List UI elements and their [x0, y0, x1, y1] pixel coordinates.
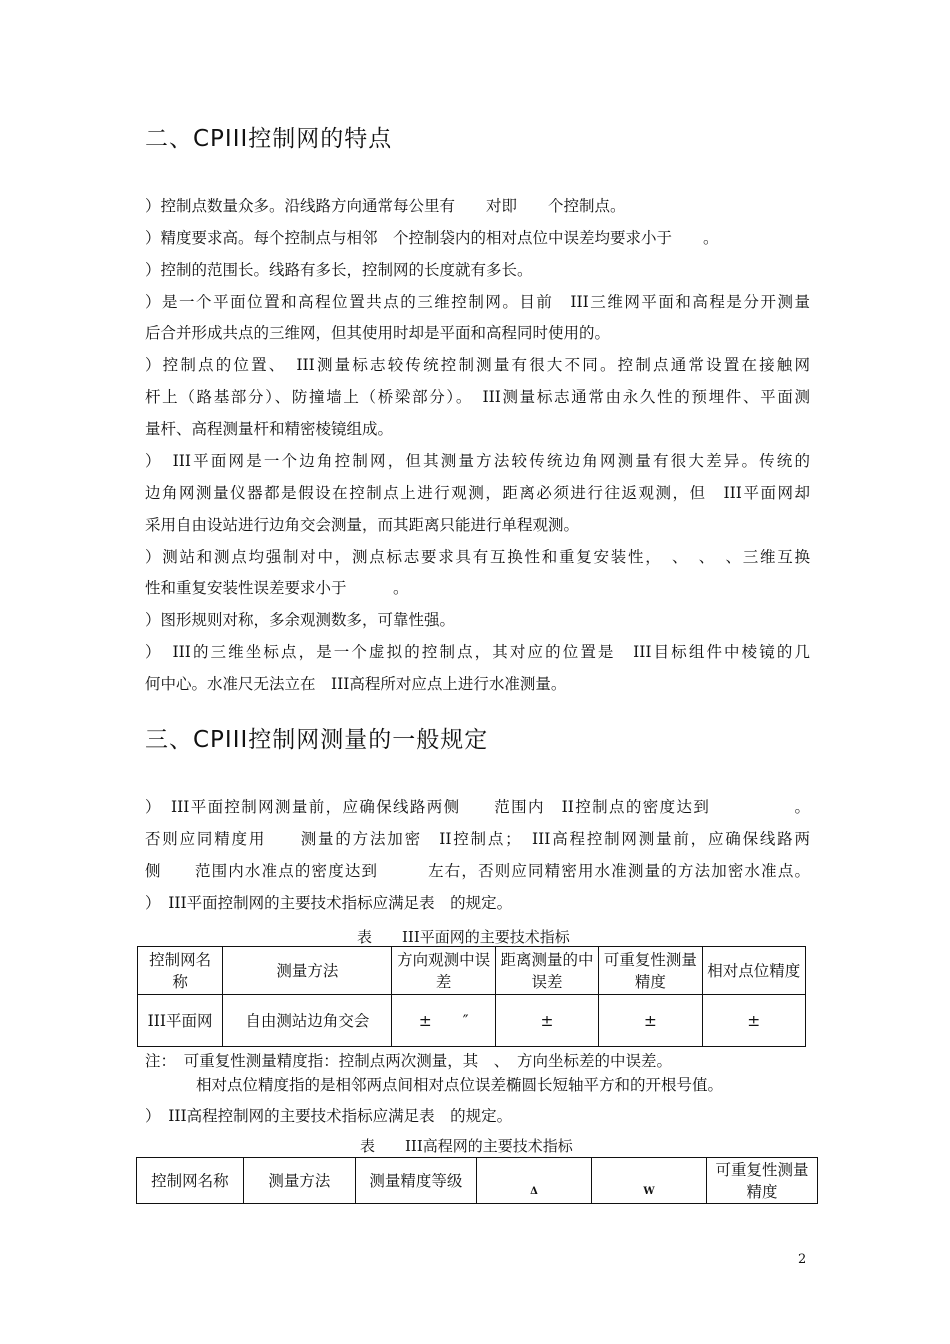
paragraph-line: 量杆、高程测量杆和精密棱镜组成。 — [145, 420, 394, 438]
table-header-cell: 测量方法 — [223, 947, 392, 995]
table-header-cell: 方向观测中误差 — [392, 947, 495, 995]
paragraph-line: ）测站和测点均强制对中，测点标志要求具有互换性和重复安装性， 、 、 、三维互换 — [145, 548, 810, 566]
table-header-cell: 距离测量的中误差 — [495, 947, 598, 995]
table-header-cell: 相对点位精度 — [702, 947, 805, 995]
table-cell: ± — [599, 995, 702, 1047]
paragraph-line: 边角网测量仪器都是假设在控制点上进行观测，距离必须进行往返观测，但 III平面网却 — [145, 484, 810, 502]
paragraph-line: 性和重复安装性误差要求小于 。 — [145, 579, 409, 597]
table-header-cell — [476, 1158, 591, 1204]
paragraph-line: ） III的三维坐标点，是一个虚拟的控制点，其对应的位置是 III目标组件中棱镜的几 — [145, 643, 810, 661]
table-header-cell: 测量方法 — [243, 1158, 355, 1204]
paragraph-line: 采用自由设站进行边角交会测量，而其距离只能进行单程观测。 — [145, 516, 580, 534]
paragraph-line: ）是一个平面位置和高程位置共点的三维控制网。目前 III三维网平面和高程是分开测量 — [145, 293, 810, 311]
paragraph-line: ） III高程控制网的主要技术指标应满足表 的规定。 — [145, 1107, 513, 1125]
section-2-title: 二、CPIII控制网的特点 — [145, 126, 393, 152]
paragraph-line: ） III平面控制网测量前，应确保线路两侧 范围内 II控制点的密度达到 。 — [145, 798, 810, 816]
paragraph-line: ） III平面网是一个边角控制网，但其测量方法较传统边角网测量有很大差异。传统的 — [145, 452, 810, 470]
table-header-cell: 控制网名称 — [137, 1158, 244, 1204]
paragraph-line: ）控制的范围长。线路有多长，控制网的长度就有多长。 — [145, 261, 533, 279]
paragraph-line: 后合并形成共点的三维网，但其使用时却是平面和高程同时使用的。 — [145, 324, 611, 342]
paragraph-line: ）控制点的位置、 III测量标志较传统控制测量有很大不同。控制点通常设置在接触网 — [145, 356, 810, 374]
paragraph-line: 何中心。水准尺无法立在 III高程所对应点上进行水准测量。 — [145, 675, 567, 693]
paragraph-line: 侧 范围内水准点的密度达到 左右，否则应同精密用水准测量的方法加密水准点。 — [145, 862, 810, 880]
table-1 — [137, 946, 806, 1047]
note-line: 相对点位精度指的是相邻两点间相对点位误差椭圆长短轴平方和的开根号值。 — [196, 1076, 724, 1094]
section-3-title: 三、CPIII控制网测量的一般规定 — [145, 727, 489, 753]
table-1-caption: 表 III平面网的主要技术指标 — [357, 928, 570, 946]
table-2 — [136, 1157, 818, 1204]
paragraph-line: 否则应同精度用 测量的方法加密 II控制点； III高程控制网测量前，应确保线路两 — [145, 830, 810, 848]
note-line: 注： 可重复性测量精度指：控制点两次测量，其 、 方向坐标差的中误差。 — [145, 1052, 673, 1070]
table-row — [138, 995, 806, 1047]
paragraph-line: ） III平面控制网的主要技术指标应满足表 的规定。 — [145, 894, 513, 912]
table-cell: ± — [495, 995, 598, 1047]
table-cell: 自由测站边角交会 — [223, 995, 392, 1047]
table-cell: ± — [702, 995, 805, 1047]
table-header-cell: 可重复性测量精度 — [707, 1158, 818, 1204]
table-cell: III平面网 — [138, 995, 223, 1047]
paragraph-line: ）图形规则对称，多余观测数多，可靠性强。 — [145, 611, 456, 629]
table-header-cell: 可重复性测量精度 — [599, 947, 702, 995]
table-2-caption: 表 III高程网的主要技术指标 — [360, 1137, 573, 1155]
page-number: 2 — [798, 1252, 807, 1267]
delta-symbol: Δ — [530, 1186, 538, 1197]
table-header-cell — [591, 1158, 706, 1204]
table-header-row — [137, 1158, 818, 1204]
paragraph-line: 杆上（路基部分）、防撞墙上（桥梁部分）。 III测量标志通常由永久性的预埋件、平面测 — [145, 388, 810, 406]
paragraph-line: ）控制点数量众多。沿线路方向通常每公里有 对即 个控制点。 — [145, 197, 626, 215]
table-header-cell: 测量精度等级 — [355, 1158, 476, 1204]
paragraph-line: ）精度要求高。每个控制点与相邻 个控制袋内的相对点位中误差均要求小于 。 — [145, 229, 719, 247]
table-header-row — [138, 947, 806, 995]
table-header-cell: 控制网名称 — [138, 947, 223, 995]
table-cell: ± ″ — [392, 995, 495, 1047]
w-symbol: W — [643, 1186, 655, 1197]
